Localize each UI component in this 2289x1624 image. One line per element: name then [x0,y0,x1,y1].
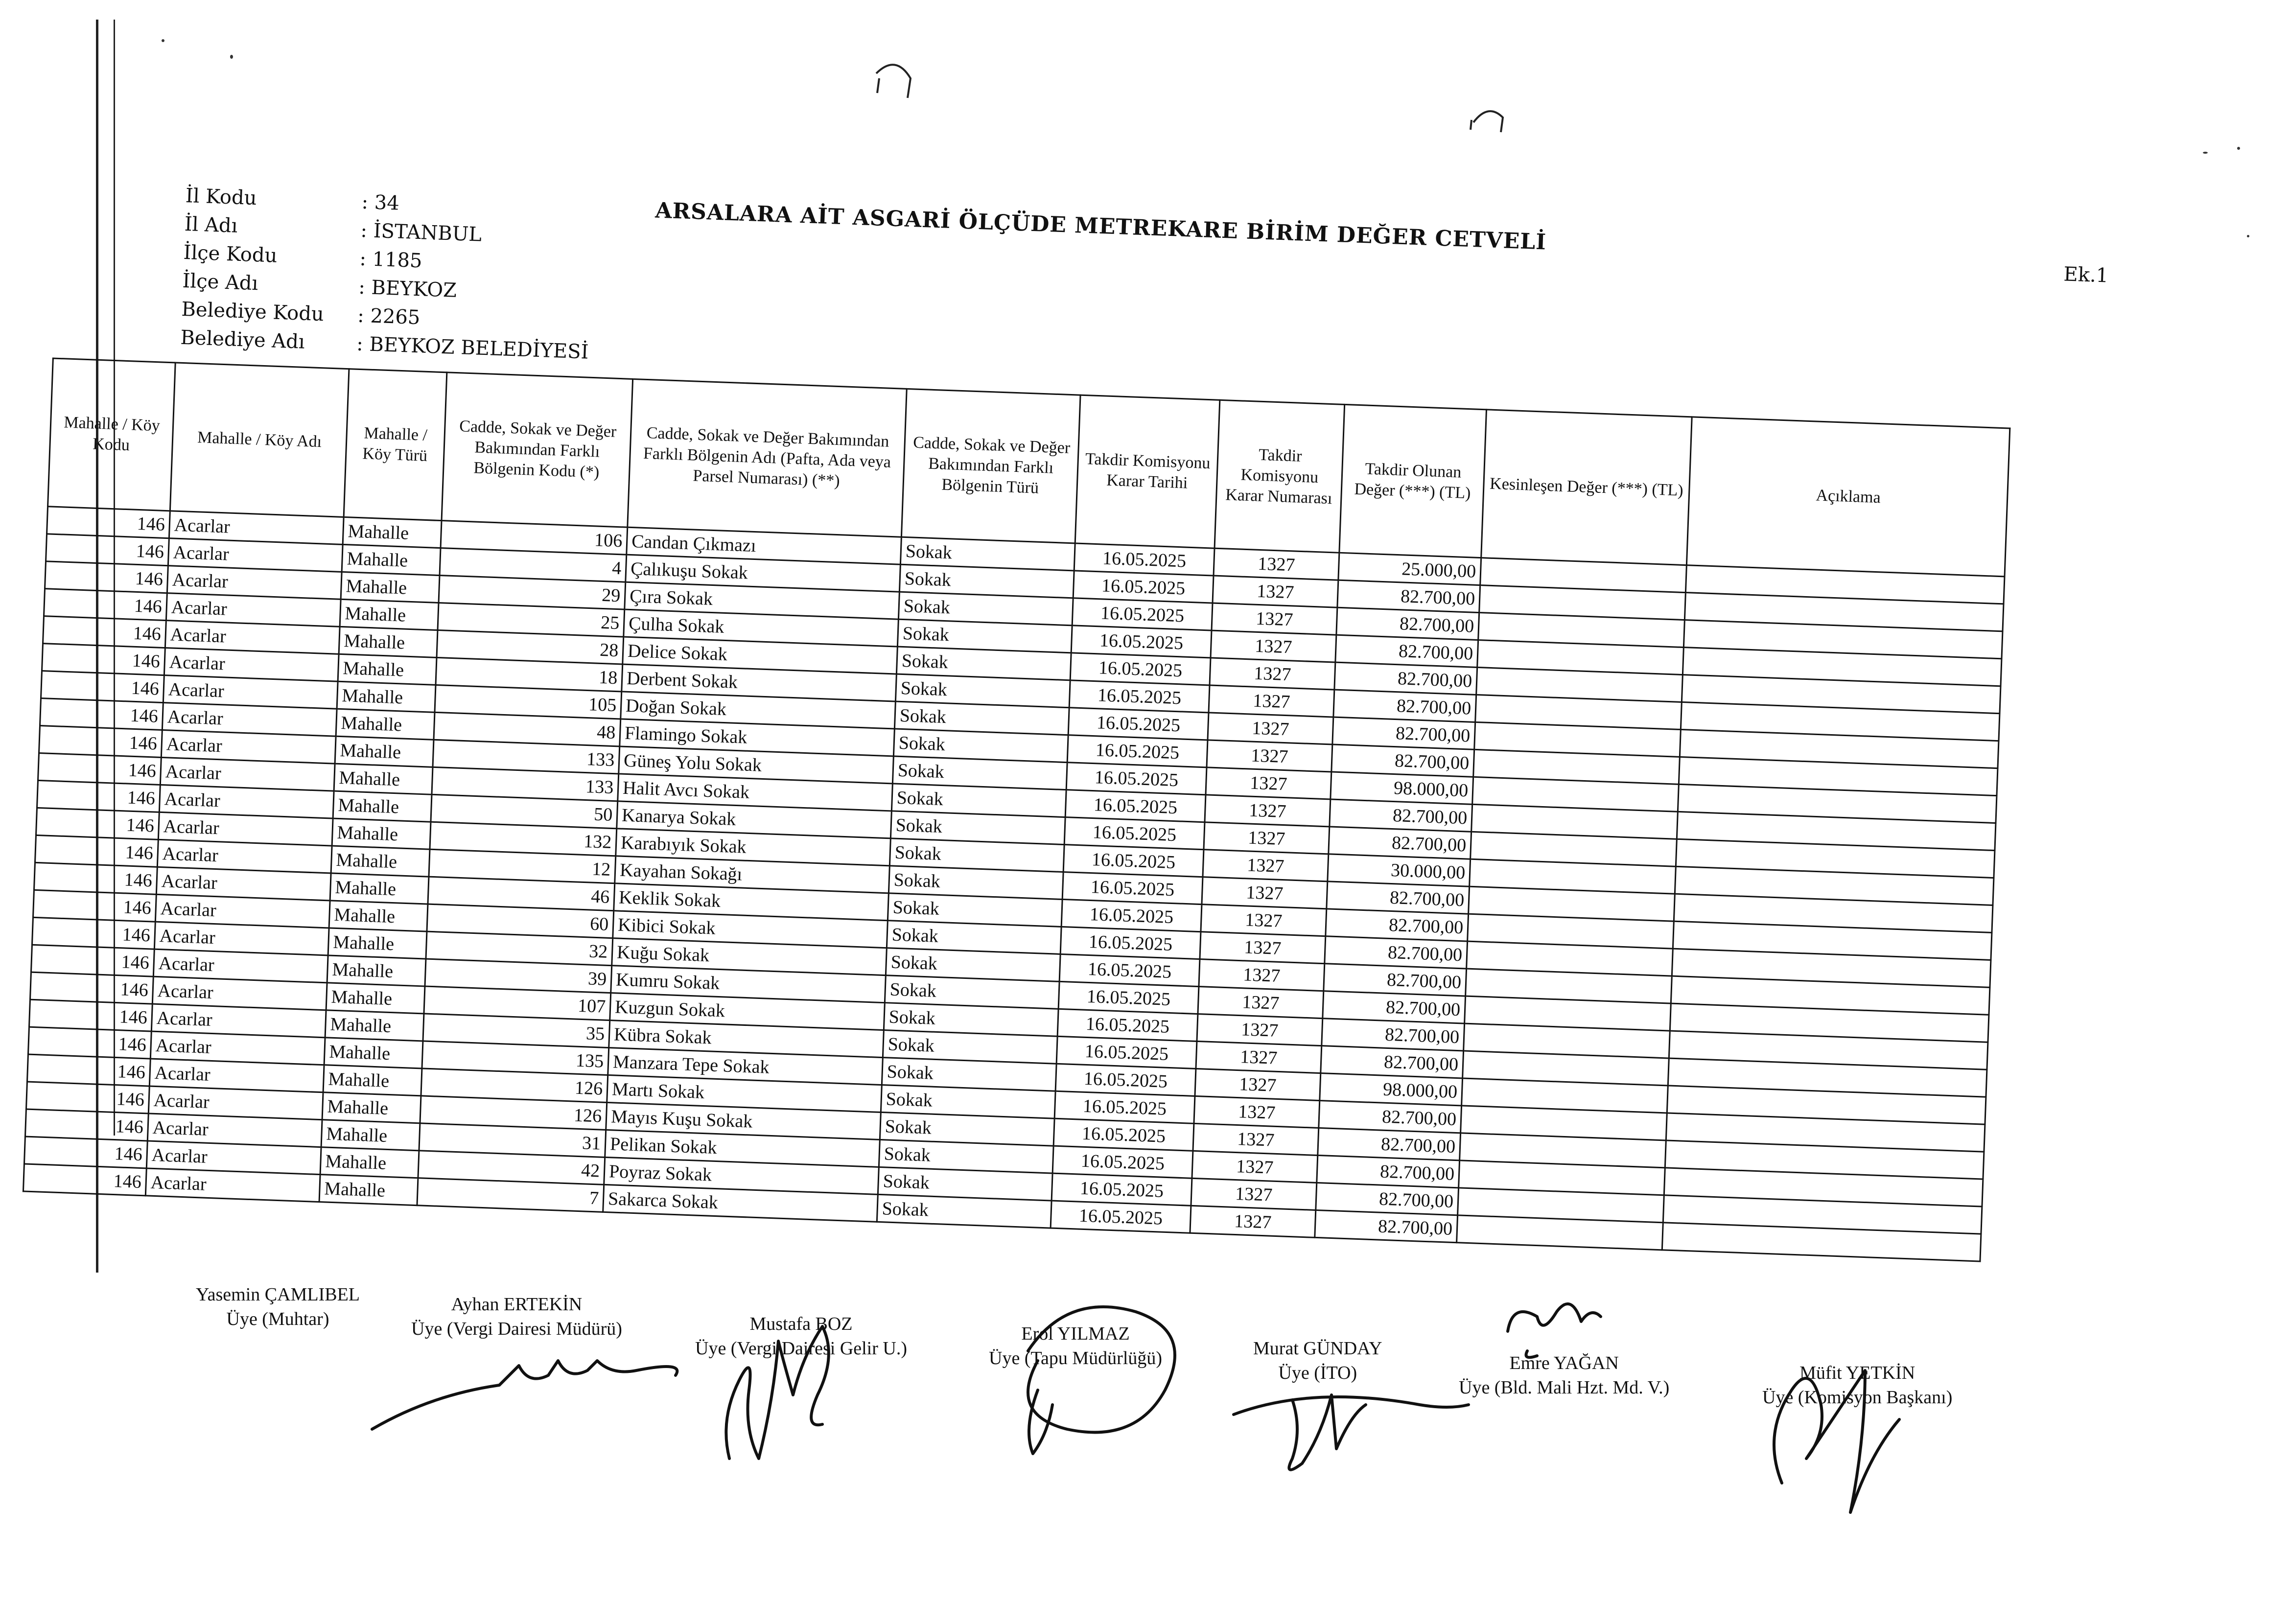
cell-mahalle-kodu: 146 [33,890,156,922]
col-header-bolge-turu: Cadde, Sokak ve Değer Bakımından Farklı Bölgenin Türü [901,389,1080,543]
cell-bolge-kodu: 25 [438,603,625,637]
cell-mahalle-turu: Mahalle [328,928,427,959]
cell-bolge-kodu: 39 [425,959,612,993]
cell-mahalle-turu: Mahalle [343,517,442,548]
signatory-role: Üye (Komisyon Başkanı) [1762,1387,1953,1408]
cell-mahalle-turu: Mahalle [329,901,428,931]
cell-bolge-adi: Poyraz Sokak [604,1157,879,1194]
cell-mahalle-adi: Acarlar [152,976,327,1010]
cell-takdir-degeri: 82.700,00 [1321,1046,1464,1078]
signatory-name: Ayhan ERTEKİN [451,1294,583,1315]
cell-mahalle-kodu: 146 [27,1054,150,1086]
cell-mahalle-adi: Acarlar [163,675,338,709]
il-kodu-label: İl Kodu [185,184,257,210]
cell-mahalle-adi: Acarlar [146,1141,321,1175]
cell-mahalle-kodu: 146 [46,534,169,566]
cell-bolge-adi: Mayıs Kuşu Sokak [606,1102,881,1139]
belediye-kodu-value: : 2265 [357,304,421,329]
cell-karar-numarasi: 1327 [1197,1014,1323,1046]
cell-bolge-kodu: 12 [429,849,616,883]
cell-mahalle-turu: Mahalle [330,873,429,904]
cell-bolge-kodu: 105 [435,685,622,719]
cell-karar-numarasi: 1327 [1190,1206,1316,1237]
cell-takdir-degeri: 25.000,00 [1338,553,1481,585]
cell-mahalle-adi: Acarlar [154,922,329,955]
cell-bolge-kodu: 32 [426,931,613,966]
cell-bolge-adi: Martı Sokak [607,1075,882,1112]
cell-karar-tarihi: 16.05.2025 [1060,927,1201,959]
signatory-role: Üye (İTO) [1278,1363,1357,1383]
cell-bolge-kodu: 48 [434,712,621,746]
cell-bolge-kodu: 60 [427,904,614,938]
cell-bolge-kodu: 18 [436,657,623,692]
cell-mahalle-turu: Mahalle [334,764,433,794]
cell-takdir-degeri: 82.700,00 [1323,991,1466,1023]
cell-mahalle-turu: Mahalle [331,846,430,877]
cell-mahalle-turu: Mahalle [321,1120,420,1151]
col-header-aciklama: Açıklama [1686,417,2009,577]
cell-bolge-adi: Güneş Yolu Sokak [619,746,894,784]
cell-bolge-turu: Sokak [883,1030,1057,1064]
signatory-name: Müfit YETKİN [1799,1363,1915,1383]
cell-bolge-turu: Sokak [886,948,1060,982]
cell-karar-numarasi: 1327 [1205,795,1331,827]
cell-bolge-adi: Karabıyık Sokak [616,829,891,866]
cell-takdir-degeri: 82.700,00 [1334,662,1477,695]
cell-takdir-degeri: 82.700,00 [1322,1019,1465,1051]
annex-label: Ek.1 [2063,263,2109,287]
cell-bolge-adi: Kübra Sokak [609,1021,884,1058]
cell-bolge-turu: Sokak [888,866,1063,900]
cell-bolge-adi: Kayahan Sokağı [615,856,890,893]
cell-karar-numarasi: 1327 [1211,630,1336,662]
cell-mahalle-adi: Acarlar [153,949,328,983]
cell-mahalle-adi: Acarlar [158,812,333,846]
cell-bolge-kodu: 28 [437,630,624,664]
cell-mahalle-kodu: 146 [30,972,153,1004]
col-header-mahalle-turu: Mahalle / Köy Türü [344,369,447,521]
cell-karar-tarihi: 16.05.2025 [1052,1146,1193,1178]
cell-mahalle-adi: Acarlar [149,1059,324,1092]
col-header-karar-tarihi: Takdir Komisyonu Karar Tarihi [1075,395,1220,548]
col-header-bolge-kodu: Cadde, Sokak ve Değer Bakımından Farklı Bölgenin Kodu (*) [442,372,633,527]
cell-takdir-degeri: 82.700,00 [1315,1210,1458,1242]
belediye-kodu-label: Belediye Kodu [181,298,325,326]
cell-bolge-turu: Sokak [898,592,1073,626]
cell-mahalle-adi: Acarlar [145,1168,320,1202]
cell-bolge-kodu: 46 [428,877,615,911]
cell-mahalle-kodu: 146 [40,698,164,730]
cell-bolge-adi: Delice Sokak [623,637,898,674]
cell-mahalle-turu: Mahalle [325,1010,424,1041]
cell-mahalle-kodu: 146 [26,1082,149,1114]
signature-scribble [726,1326,829,1459]
cell-karar-numarasi: 1327 [1192,1151,1318,1183]
cell-karar-tarihi: 16.05.2025 [1066,763,1207,795]
cell-bolge-turu: Sokak [879,1139,1053,1173]
cell-bolge-turu: Sokak [887,921,1061,954]
cell-mahalle-turu: Mahalle [337,681,436,712]
cell-karar-tarihi: 16.05.2025 [1068,708,1209,740]
cell-bolge-kodu: 126 [421,1068,608,1103]
cell-bolge-adi: Sakarca Sokak [603,1184,878,1222]
cell-bolge-kodu: 4 [440,548,627,582]
cell-mahalle-turu: Mahalle [338,654,437,685]
cell-karar-tarihi: 16.05.2025 [1064,817,1205,850]
cell-karar-numarasi: 1327 [1202,877,1328,909]
cell-karar-numarasi: 1327 [1214,548,1339,580]
cell-bolge-turu: Sokak [880,1112,1054,1146]
cell-bolge-adi: Kumru Sokak [611,966,886,1003]
col-header-karar-numarasi: Takdir Komisyonu Karar Numarası [1215,400,1345,553]
cell-mahalle-adi: Acarlar [147,1114,322,1147]
cell-bolge-turu: Sokak [881,1085,1055,1119]
cell-mahalle-turu: Mahalle [333,791,432,822]
cell-karar-tarihi: 16.05.2025 [1053,1118,1194,1151]
cell-bolge-turu: Sokak [878,1167,1052,1201]
col-header-mahalle-adi: Mahalle / Köy Adı [170,363,349,517]
cell-bolge-adi: Candan Çıkmazı [627,527,902,564]
cell-karar-tarihi: 16.05.2025 [1062,872,1203,905]
belediye-adi-value: : BEYKOZ BELEDİYESİ [356,332,589,364]
cell-bolge-kodu: 7 [417,1178,604,1212]
cell-karar-tarihi: 16.05.2025 [1059,954,1200,986]
cell-bolge-adi: Keklik Sokak [614,883,889,921]
signature-scribble [372,1361,677,1429]
cell-mahalle-kodu: 146 [24,1137,147,1168]
cell-mahalle-turu: Mahalle [336,709,435,740]
cell-takdir-degeri: 82.700,00 [1335,635,1478,667]
cell-mahalle-kodu: 146 [47,507,170,538]
document-title: ARSALARA AİT ASGARİ ÖLÇÜDE METREKARE BİRİM DEĞER CETVELİ [654,198,1547,255]
cell-takdir-degeri: 82.700,00 [1324,964,1467,996]
cell-takdir-degeri: 82.700,00 [1318,1128,1461,1160]
col-header-mahalle-kodu: Mahalle / Köy Kodu [48,358,176,511]
cell-mahalle-kodu: 146 [35,835,158,867]
cell-mahalle-kodu: 146 [25,1109,148,1141]
cell-bolge-turu: Sokak [884,1003,1058,1037]
cell-bolge-turu: Sokak [900,537,1075,571]
cell-karar-numarasi: 1327 [1209,685,1334,717]
cell-mahalle-kodu: 146 [45,561,168,593]
cell-karar-tarihi: 16.05.2025 [1061,899,1202,931]
signatory-name: Murat GÜNDAY [1253,1338,1382,1359]
cell-karar-numarasi: 1327 [1191,1178,1317,1210]
cell-bolge-turu: Sokak [889,838,1064,872]
cell-bolge-adi: Manzara Tepe Sokak [608,1048,883,1085]
cell-bolge-turu: Sokak [891,784,1066,817]
cell-bolge-turu: Sokak [896,647,1071,680]
cell-takdir-degeri: 98.000,00 [1331,772,1473,804]
cell-karar-tarihi: 16.05.2025 [1067,735,1208,767]
signature-scribble [1508,1304,1601,1357]
cell-mahalle-adi: Acarlar [155,894,330,928]
cell-mahalle-turu: Mahalle [332,818,431,849]
cell-bolge-turu: Sokak [897,619,1072,653]
cell-takdir-degeri: 82.700,00 [1326,909,1469,941]
cell-karar-numarasi: 1327 [1212,603,1337,635]
cell-mahalle-turu: Mahalle [323,1065,422,1096]
cell-mahalle-kodu: 146 [44,589,167,621]
cell-mahalle-turu: Mahalle [322,1092,421,1123]
cell-karar-tarihi: 16.05.2025 [1065,790,1206,822]
cell-mahalle-adi: Acarlar [162,703,337,737]
cell-bolge-adi: Çalıkuşu Sokak [626,555,901,592]
cell-mahalle-kodu: 146 [34,862,157,894]
cell-bolge-adi: Flamingo Sokak [620,719,895,756]
cell-mahalle-kodu: 146 [42,644,165,675]
cell-bolge-turu: Sokak [895,674,1070,708]
cell-karar-numarasi: 1327 [1210,658,1335,690]
cell-bolge-adi: Doğan Sokak [621,692,896,729]
cell-takdir-degeri: 82.700,00 [1336,607,1479,640]
cell-mahalle-adi: Acarlar [150,1031,325,1065]
cell-bolge-kodu: 29 [439,576,626,610]
cell-mahalle-kodu: 146 [37,780,161,812]
ilce-adi-label: İlçe Adı [182,269,259,295]
signatory-role: Üye (Bld. Mali Hzt. Md. V.) [1459,1377,1670,1398]
cell-bolge-kodu: 126 [420,1096,607,1130]
signature-scribble [1028,1307,1175,1454]
cell-karar-tarihi: 16.05.2025 [1054,1091,1195,1123]
cell-bolge-kodu: 135 [422,1041,609,1075]
belediye-adi-label: Belediye Adı [180,326,305,353]
cell-karar-numarasi: 1327 [1206,767,1331,799]
cell-takdir-degeri: 82.700,00 [1327,882,1470,914]
cell-mahalle-kodu: 146 [38,753,162,785]
cell-mahalle-adi: Acarlar [161,730,336,764]
cell-karar-tarihi: 16.05.2025 [1073,571,1214,603]
signatory-name: Emre YAĞAN [1509,1353,1619,1373]
cell-bolge-turu: Sokak [885,975,1059,1009]
cell-takdir-degeri: 82.700,00 [1325,936,1468,969]
cell-bolge-turu: Sokak [877,1194,1051,1228]
cell-karar-tarihi: 16.05.2025 [1051,1201,1191,1233]
cell-bolge-turu: Sokak [899,564,1074,598]
cell-mahalle-adi: Acarlar [166,593,341,627]
signatory-role: Üye (Muhtar) [226,1309,329,1329]
cell-mahalle-kodu: 146 [32,917,155,949]
cell-bolge-kodu: 133 [432,767,619,801]
cell-mahalle-turu: Mahalle [341,572,440,603]
cell-karar-tarihi: 16.05.2025 [1056,1036,1197,1068]
cell-karar-numarasi: 1327 [1196,1041,1322,1073]
cell-takdir-degeri: 82.700,00 [1331,744,1474,777]
cell-mahalle-adi: Acarlar [148,1086,323,1120]
cell-bolge-adi: Kuzgun Sokak [610,993,885,1030]
cell-mahalle-kodu: 146 [23,1164,146,1196]
cell-bolge-kodu: 132 [430,822,617,856]
cell-bolge-turu: Sokak [890,811,1065,845]
signature-scribble [1234,1395,1469,1470]
col-header-kesinlesen-deger: Kesinleşen Değer (***) (TL) [1481,410,1692,565]
cell-karar-tarihi: 16.05.2025 [1072,598,1213,630]
cell-mahalle-kodu: 146 [31,945,154,976]
cell-mahalle-turu: Mahalle [340,599,439,630]
cell-karar-numarasi: 1327 [1195,1068,1321,1100]
cell-mahalle-turu: Mahalle [342,544,441,575]
cell-takdir-degeri: 82.700,00 [1333,690,1476,722]
cell-takdir-degeri: 30.000,00 [1328,854,1471,886]
cell-takdir-degeri: 98.000,00 [1320,1073,1463,1106]
cell-karar-tarihi: 16.05.2025 [1071,626,1212,658]
cell-mahalle-adi: Acarlar [159,785,334,818]
cell-bolge-kodu: 106 [441,521,628,555]
cell-mahalle-kodu: 146 [29,999,152,1031]
cell-mahalle-kodu: 146 [41,671,164,703]
cell-bolge-adi: Derbent Sokak [622,664,897,701]
il-adi-label: İl Adı [184,212,238,237]
cell-mahalle-turu: Mahalle [339,626,438,657]
cell-mahalle-adi: Acarlar [164,648,339,682]
signature-scribble [1774,1370,1899,1512]
cell-mahalle-kodu: 146 [39,726,163,758]
col-header-takdir-degeri: Takdir Olunan Değer (***) (TL) [1339,404,1487,557]
cell-karar-numarasi: 1327 [1194,1096,1320,1128]
cell-takdir-degeri: 82.700,00 [1329,827,1472,859]
ilce-kodu-value: : 1185 [359,247,423,273]
cell-mahalle-adi: Acarlar [168,538,343,572]
cell-karar-tarihi: 16.05.2025 [1074,543,1215,576]
cell-bolge-kodu: 35 [423,1014,610,1048]
cell-karar-tarihi: 16.05.2025 [1051,1173,1192,1206]
cell-karar-numarasi: 1327 [1203,850,1329,882]
signatory-name: Erol YILMAZ [1021,1323,1130,1344]
cell-takdir-degeri: 82.700,00 [1316,1183,1459,1215]
cell-bolge-turu: Sokak [888,893,1062,927]
cell-bolge-adi: Çıra Sokak [625,582,900,619]
cell-mahalle-adi: Acarlar [157,839,332,873]
cell-bolge-kodu: 50 [431,794,618,829]
cell-mahalle-turu: Mahalle [335,736,434,767]
cell-bolge-kodu: 107 [424,986,611,1021]
cell-mahalle-adi: Acarlar [165,621,340,654]
cell-karar-numarasi: 1327 [1208,713,1333,744]
signatory-name: Yasemin ÇAMLIBEL [196,1284,360,1305]
signatory-role: Üye (Vergi Dairesi Müdürü) [411,1319,622,1339]
cell-mahalle-kodu: 146 [28,1027,151,1059]
cell-bolge-adi: Halit Avcı Sokak [618,774,893,811]
cell-mahalle-turu: Mahalle [319,1175,418,1206]
cell-mahalle-kodu: 146 [36,808,159,839]
signatory-role: Üye (Tapu Müdürlüğü) [989,1348,1163,1369]
cell-bolge-turu: Sokak [893,729,1068,763]
cell-bolge-adi: Pelikan Sokak [605,1130,880,1167]
cell-bolge-adi: Kuğu Sokak [612,938,887,975]
cell-karar-numarasi: 1327 [1199,959,1325,991]
cell-bolge-adi: Çulha Sokak [624,609,899,647]
cell-mahalle-kodu: 146 [43,616,166,648]
cell-bolge-adi: Kibici Sokak [613,911,888,948]
cell-bolge-turu: Sokak [894,701,1069,735]
cell-takdir-degeri: 82.700,00 [1330,799,1472,832]
signatory-role: Üye (Vergi Dairesi Gelir U.) [695,1338,907,1359]
cell-karar-numarasi: 1327 [1200,932,1326,964]
cell-karar-numarasi: 1327 [1204,822,1330,854]
cell-karar-numarasi: 1327 [1213,576,1338,607]
ilce-kodu-label: İlçe Kodu [183,241,278,267]
cell-mahalle-adi: Acarlar [167,566,342,600]
signatory-name: Mustafa BOZ [749,1314,853,1334]
cell-karar-tarihi: 16.05.2025 [1055,1064,1196,1096]
cell-karar-numarasi: 1327 [1193,1123,1319,1155]
cell-karar-tarihi: 16.05.2025 [1058,981,1199,1014]
cell-takdir-degeri: 82.700,00 [1319,1101,1462,1133]
cell-karar-numarasi: 1327 [1207,740,1332,772]
cell-mahalle-turu: Mahalle [326,983,425,1014]
cell-bolge-kodu: 42 [418,1151,605,1185]
ilce-adi-value: : BEYKOZ [358,276,457,302]
cell-mahalle-adi: Acarlar [160,757,335,791]
cell-karar-numarasi: 1327 [1201,905,1327,936]
il-adi-value: : İSTANBUL [360,219,482,246]
cell-bolge-kodu: 133 [433,740,620,774]
cell-takdir-degeri: 82.700,00 [1332,717,1475,749]
cell-takdir-degeri: 82.700,00 [1317,1155,1460,1187]
col-header-bolge-adi: Cadde, Sokak ve Değer Bakımından Farklı Bölgenin Adı (Pafta, Ada veya Parsel Numarası) (**) [628,379,907,537]
cell-karar-numarasi: 1327 [1198,987,1324,1019]
cell-mahalle-adi: Acarlar [151,1004,326,1038]
cell-mahalle-adi: Acarlar [156,867,331,901]
cell-karar-tarihi: 16.05.2025 [1063,845,1204,877]
cell-takdir-degeri: 82.700,00 [1337,580,1480,612]
cell-karar-tarihi: 16.05.2025 [1069,680,1210,713]
cell-bolge-adi: Kanarya Sokak [617,801,892,838]
cell-karar-tarihi: 16.05.2025 [1057,1009,1198,1041]
cell-mahalle-turu: Mahalle [327,955,426,986]
cell-bolge-turu: Sokak [882,1058,1056,1091]
cell-mahalle-turu: Mahalle [320,1147,419,1178]
cell-bolge-turu: Sokak [892,756,1067,790]
il-kodu-value: : 34 [361,190,400,215]
cell-karar-tarihi: 16.05.2025 [1070,653,1211,685]
cell-bolge-kodu: 31 [419,1123,606,1158]
cell-mahalle-adi: Acarlar [169,511,344,545]
cell-mahalle-turu: Mahalle [324,1038,423,1068]
